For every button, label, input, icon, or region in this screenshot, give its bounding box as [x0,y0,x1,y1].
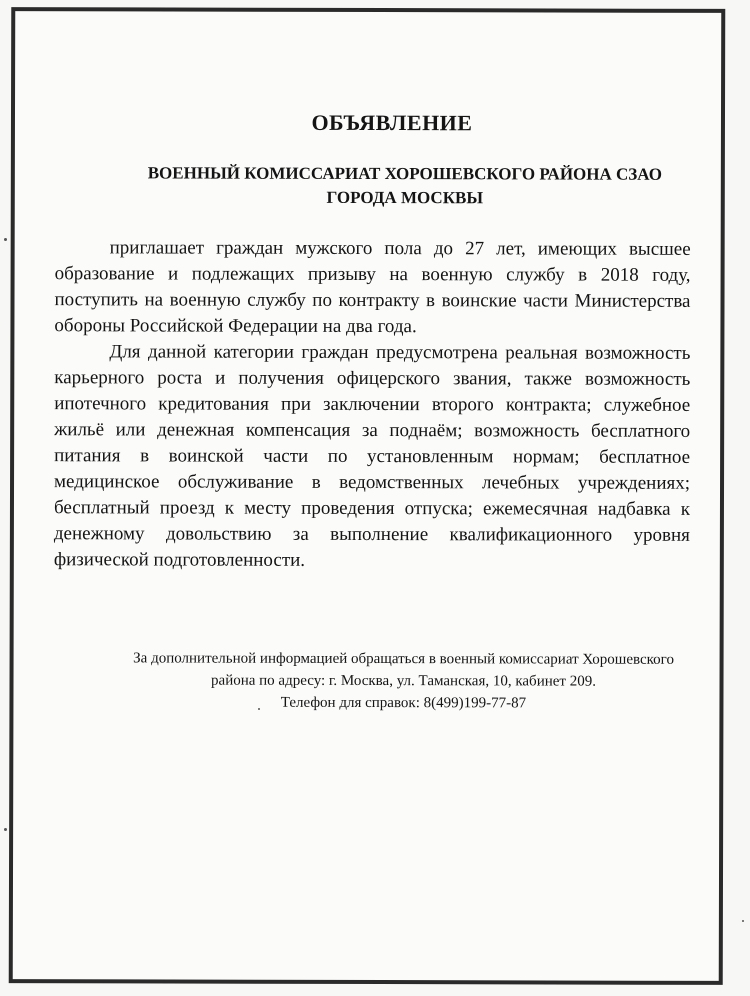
document-title: ОБЪЯВЛЕНИЕ [311,109,473,136]
contact-info [83,647,723,715]
scan-speck [258,708,260,710]
announcement-body [54,235,691,575]
contact-line-1: За дополнительной информацией обращаться в военный комиссариат Хорошевского [133,650,674,668]
agency-heading [75,161,735,211]
scan-speck [742,920,744,922]
contact-line-2: района по адресу: г. Москва, ул. Таманская, 10, кабинет 209. [211,672,597,690]
document-border [9,7,726,985]
scan-speck [4,828,7,831]
scan-speck [4,238,7,241]
paragraph-benefits: Для данной категории граждан предусмотрена реальная возможность карьерного роста и получения офицерского звания, также возможность ипотечного кредитования при заключении второго контракта; служебное жильё или денежная компенсация за поднаём; возможность бесплатного питания в воинской части по установленным нормам; бесплатное медицинское обслуживание в ведомственных лечебных учреждениях; бесплатный проезд к месту проведения отпуска; ежемесячная надбавка к денежному довольствию за выполнение квалификационного уровня физической подготовленности. [53,341,691,571]
agency-heading-line-1: ВОЕННЫЙ КОМИССАРИАТ ХОРОШЕВСКОГО РАЙОНА СЗАО [147,163,662,184]
agency-heading-line-2: ГОРОДА МОСКВЫ [326,187,484,208]
contact-phone: Телефон для справок: 8(499)199-77-87 [280,694,527,712]
paragraph-invitation: приглашает граждан мужского пола до 27 лет, имеющих высшее образование и подлежащих призыву на военную службу в 2018 году, поступить на военную службу по контракту в воинские части Министерства обороны Российской Федерации на два года. [54,237,691,338]
